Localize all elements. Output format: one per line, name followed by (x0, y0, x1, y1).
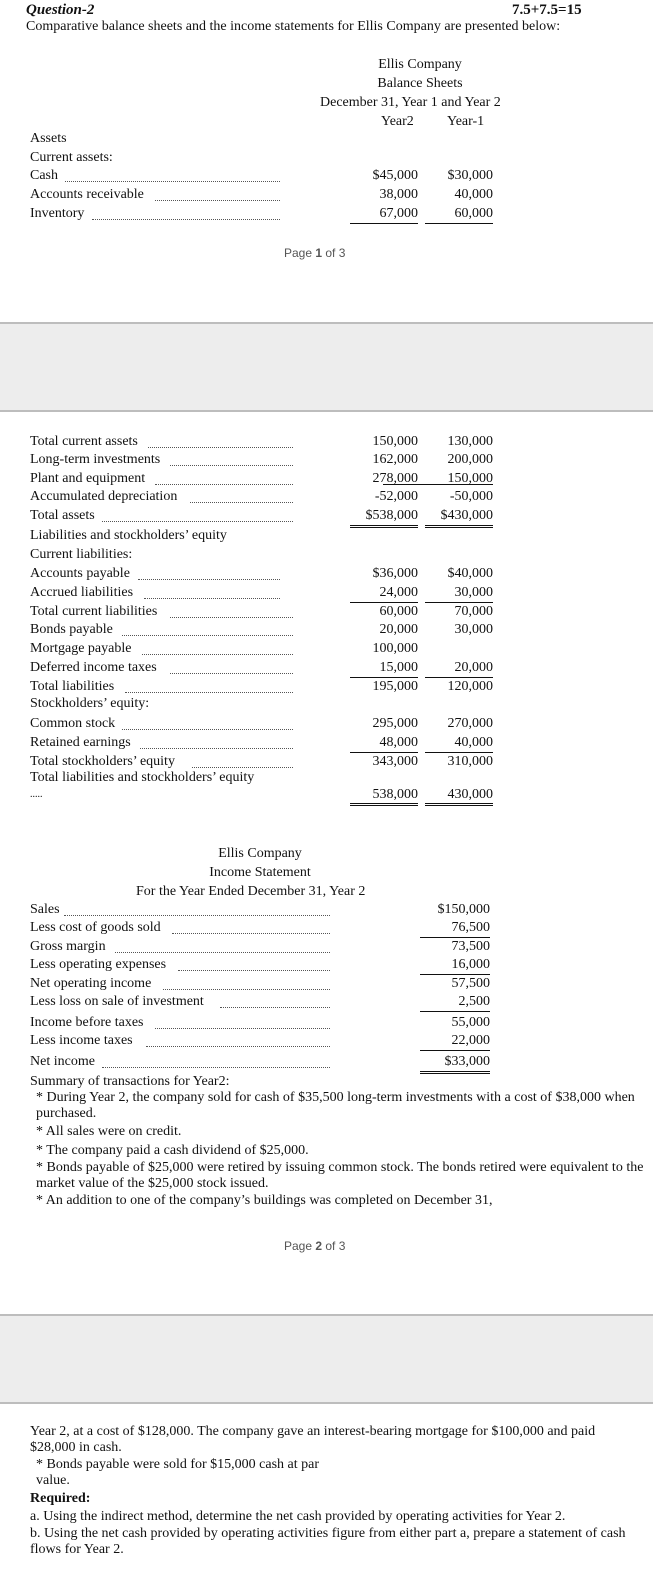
leader-dots (170, 603, 293, 618)
bs-date: December 31, Year 1 and Year 2 (320, 95, 501, 110)
value-year1: 200,000 (447, 452, 493, 467)
leader-dots (102, 507, 293, 522)
value-year1: 150,000 (447, 471, 493, 486)
liabilities-heading: Liabilities and stockholders’ equity (30, 528, 227, 543)
assets-heading: Assets (30, 131, 67, 146)
value-year2: 67,000 (350, 205, 418, 224)
is-row-income-taxes (30, 1032, 495, 1050)
value: 22,000 (420, 1032, 490, 1051)
leader-dots (122, 715, 293, 730)
bs-row-accounts-receivable (30, 186, 495, 204)
value: 2,500 (420, 993, 490, 1012)
row-label: Accounts receivable (30, 187, 144, 202)
row-label: Accumulated depreciation (30, 489, 178, 504)
bs-row-plant-equipment (30, 470, 495, 488)
leader-dots (192, 753, 293, 768)
value-year1: 70,000 (454, 604, 493, 619)
leader-dots (64, 901, 330, 916)
row-label: Accounts payable (30, 566, 130, 581)
page-suffix: of 3 (322, 1239, 346, 1253)
row-label: Less loss on sale of investment (30, 994, 204, 1009)
value-year2: 15,000 (350, 659, 418, 678)
value-year2: 195,000 (372, 679, 418, 694)
is-row-loss-on-sale (30, 993, 495, 1011)
row-label: Gross margin (30, 939, 106, 954)
is-row-operating-expenses (30, 956, 495, 974)
value: 57,500 (451, 976, 490, 991)
bs-row-deferred-income-taxes (30, 659, 495, 677)
total-liab-equity-label: Total liabilities and stockholders’ equity (30, 770, 255, 785)
leader-dots (65, 167, 280, 182)
intro-text: Comparative balance sheets and the income statements for Ellis Company are presented below: (26, 19, 561, 34)
leader-dots (146, 1032, 330, 1047)
question-number: Question-2 (26, 2, 95, 18)
summary-item-4: * Bonds payable of $25,000 were retired by issuing common stock. The bonds retired were equivalent to the market value of the $25,000 stock issued. (36, 1160, 644, 1191)
bs-row-mortgage-payable (30, 640, 495, 658)
leader-dots (125, 678, 293, 693)
leader-dots (170, 451, 293, 466)
row-label: Less cost of goods sold (30, 920, 161, 935)
value-year1: 270,000 (447, 716, 493, 731)
page-number-1 (284, 246, 345, 260)
row-label: Net income (30, 1054, 95, 1069)
bs-row-total-assets (30, 507, 495, 525)
row-label: Total stockholders’ equity (30, 754, 175, 769)
row-label: Total assets (30, 508, 95, 523)
leader-dots (92, 205, 280, 220)
value: 16,000 (420, 956, 490, 975)
leader-dots (142, 640, 293, 655)
is-row-cogs (30, 919, 495, 937)
summary-item-6: * Bonds payable were sold for $15,000 cash at par value. (36, 1457, 320, 1488)
required-heading: Required: (30, 1491, 91, 1506)
bs-col-year2: Year2 (381, 114, 414, 129)
value-year1: 40,000 (454, 187, 493, 202)
leader-dots (140, 734, 293, 749)
page-suffix: of 3 (322, 246, 346, 260)
leader-dots (163, 975, 330, 990)
leader-dots (155, 470, 293, 485)
row-label: Cash (30, 168, 58, 183)
row-label: Sales (30, 902, 60, 917)
row-label: Income before taxes (30, 1015, 144, 1030)
value-year1: 30,000 (454, 622, 493, 637)
bs-row-accumulated-depreciation (30, 488, 495, 506)
leader-dots (155, 186, 280, 201)
value-year1: 30,000 (425, 584, 493, 603)
value-year2: 20,000 (379, 622, 418, 637)
row-label: Long-term investments (30, 452, 161, 467)
value-year1: 130,000 (447, 434, 493, 449)
value-year2: 343,000 (372, 754, 418, 769)
leader-dots (115, 938, 330, 953)
bs-row-bonds-payable (30, 621, 495, 639)
page-num: 1 (315, 246, 323, 260)
value-year2: $36,000 (372, 566, 418, 581)
total-liab-equity-year2: 538,000 (350, 787, 418, 806)
required-a: a. Using the indirect method, determine the net cash provided by operating activities for Year 2. (30, 1509, 566, 1524)
row-label: Plant and equipment (30, 471, 146, 486)
bs-row-total-current-assets (30, 433, 495, 451)
is-company: Ellis Company (218, 846, 302, 861)
value: $150,000 (437, 902, 490, 917)
is-row-gross-margin (30, 938, 495, 956)
leader-dots (178, 956, 330, 971)
leader-dots (122, 621, 293, 636)
value-year1: $430,000 (425, 507, 493, 528)
row-label: Net operating income (30, 976, 152, 991)
value-year2: 278,000 (372, 471, 418, 486)
bs-row-inventory (30, 205, 495, 223)
summary-item-2: * All sales were on credit. (36, 1124, 182, 1139)
total-liab-equity-year1: 430,000 (425, 787, 493, 806)
value: $33,000 (420, 1053, 490, 1074)
value-year1: $30,000 (447, 168, 493, 183)
required-b: b. Using the net cash provided by operating activities figure from either part a, prepare a statement of cash flows for Year 2. (30, 1526, 626, 1557)
page-number-2 (284, 1239, 345, 1253)
value-year2: 60,000 (379, 604, 418, 619)
leader-dots (102, 1053, 330, 1068)
leader-dots (190, 488, 293, 503)
page-prefix: Page (284, 1239, 316, 1253)
subtotal-rule (383, 484, 493, 485)
bs-row-common-stock (30, 715, 495, 733)
row-label: Bonds payable (30, 622, 113, 637)
page-break-1 (0, 322, 653, 412)
value-year2: 100,000 (372, 641, 418, 656)
row-label: Inventory (30, 206, 85, 221)
bs-title: Balance Sheets (377, 76, 463, 91)
summary-heading: Summary of transactions for Year2: (30, 1074, 230, 1089)
value: 73,500 (451, 939, 490, 954)
value-year2: 150,000 (372, 434, 418, 449)
leader-dots (155, 1014, 330, 1029)
value-year1: 40,000 (425, 734, 493, 753)
summary-item-1: * During Year 2, the company sold for cash of $35,500 long-term investments with a cost of $38,000 when purchased. (36, 1090, 635, 1121)
bs-row-retained-earnings (30, 734, 495, 752)
row-label: Less operating expenses (30, 957, 167, 972)
value-year2: 48,000 (350, 734, 418, 753)
value-year2: 24,000 (350, 584, 418, 603)
is-row-net-income (30, 1053, 495, 1071)
value-year1: $40,000 (447, 566, 493, 581)
bs-row-accounts-payable (30, 565, 495, 583)
page-num: 2 (315, 1239, 323, 1253)
value-year2: 38,000 (379, 187, 418, 202)
row-label: Retained earnings (30, 735, 131, 750)
value-year2: 162,000 (372, 452, 418, 467)
row-label: Total current liabilities (30, 604, 158, 619)
value-year2: $538,000 (350, 507, 418, 528)
current-assets-heading: Current assets: (30, 150, 113, 165)
bs-row-long-term-investments (30, 451, 495, 469)
value-year1: 60,000 (425, 205, 493, 224)
row-label: Deferred income taxes (30, 660, 157, 675)
row-label: Less income taxes (30, 1033, 133, 1048)
value-year1: 20,000 (425, 659, 493, 678)
value: 76,500 (420, 919, 490, 938)
page-prefix: Page (284, 246, 316, 260)
value-year2: 295,000 (372, 716, 418, 731)
summary-item-5: * An addition to one of the company’s buildings was completed on December 31, (36, 1193, 493, 1208)
marks: 7.5+7.5=15 (512, 2, 582, 18)
bs-row-total-current-liabilities (30, 603, 495, 621)
value-year1: -50,000 (449, 489, 493, 504)
equity-heading: Stockholders’ equity: (30, 696, 150, 711)
summary-item-3: * The company paid a cash dividend of $25,000. (36, 1143, 309, 1158)
bs-row-cash (30, 167, 495, 185)
leader-dots (172, 919, 330, 934)
row-label: Total current assets (30, 434, 138, 449)
value: 55,000 (451, 1015, 490, 1030)
summary-item-5-continued: Year 2, at a cost of $128,000. The company gave an interest-bearing mortgage for $100,000 and paid $28,000 in cash. (30, 1424, 596, 1455)
leader-dots (220, 993, 330, 1008)
bs-row-accrued-liabilities (30, 584, 495, 602)
is-period: For the Year Ended December 31, Year 2 (136, 884, 366, 899)
current-liabilities-heading: Current liabilities: (30, 547, 133, 562)
value-year1: 310,000 (447, 754, 493, 769)
leader-dots (148, 433, 293, 448)
row-label: Total liabilities (30, 679, 115, 694)
value-year1: 120,000 (447, 679, 493, 694)
value-year2: $45,000 (372, 168, 418, 183)
leader-dots (144, 584, 280, 599)
leader-dots (170, 659, 293, 674)
bs-row-total-liabilities (30, 678, 495, 696)
is-title: Income Statement (209, 865, 311, 880)
row-label: Mortgage payable (30, 641, 132, 656)
bs-row-total-equity (30, 753, 495, 771)
row-label: Common stock (30, 716, 116, 731)
total-liab-equity-dots: ..... (30, 789, 43, 800)
is-row-sales (30, 901, 495, 919)
is-row-net-operating-income (30, 975, 495, 993)
value-year2: -52,000 (374, 489, 418, 504)
bs-company: Ellis Company (378, 57, 462, 72)
bs-col-year1: Year-1 (447, 114, 485, 129)
leader-dots (138, 565, 280, 580)
row-label: Accrued liabilities (30, 585, 134, 600)
is-row-income-before-taxes (30, 1014, 495, 1032)
page-break-2 (0, 1314, 653, 1404)
